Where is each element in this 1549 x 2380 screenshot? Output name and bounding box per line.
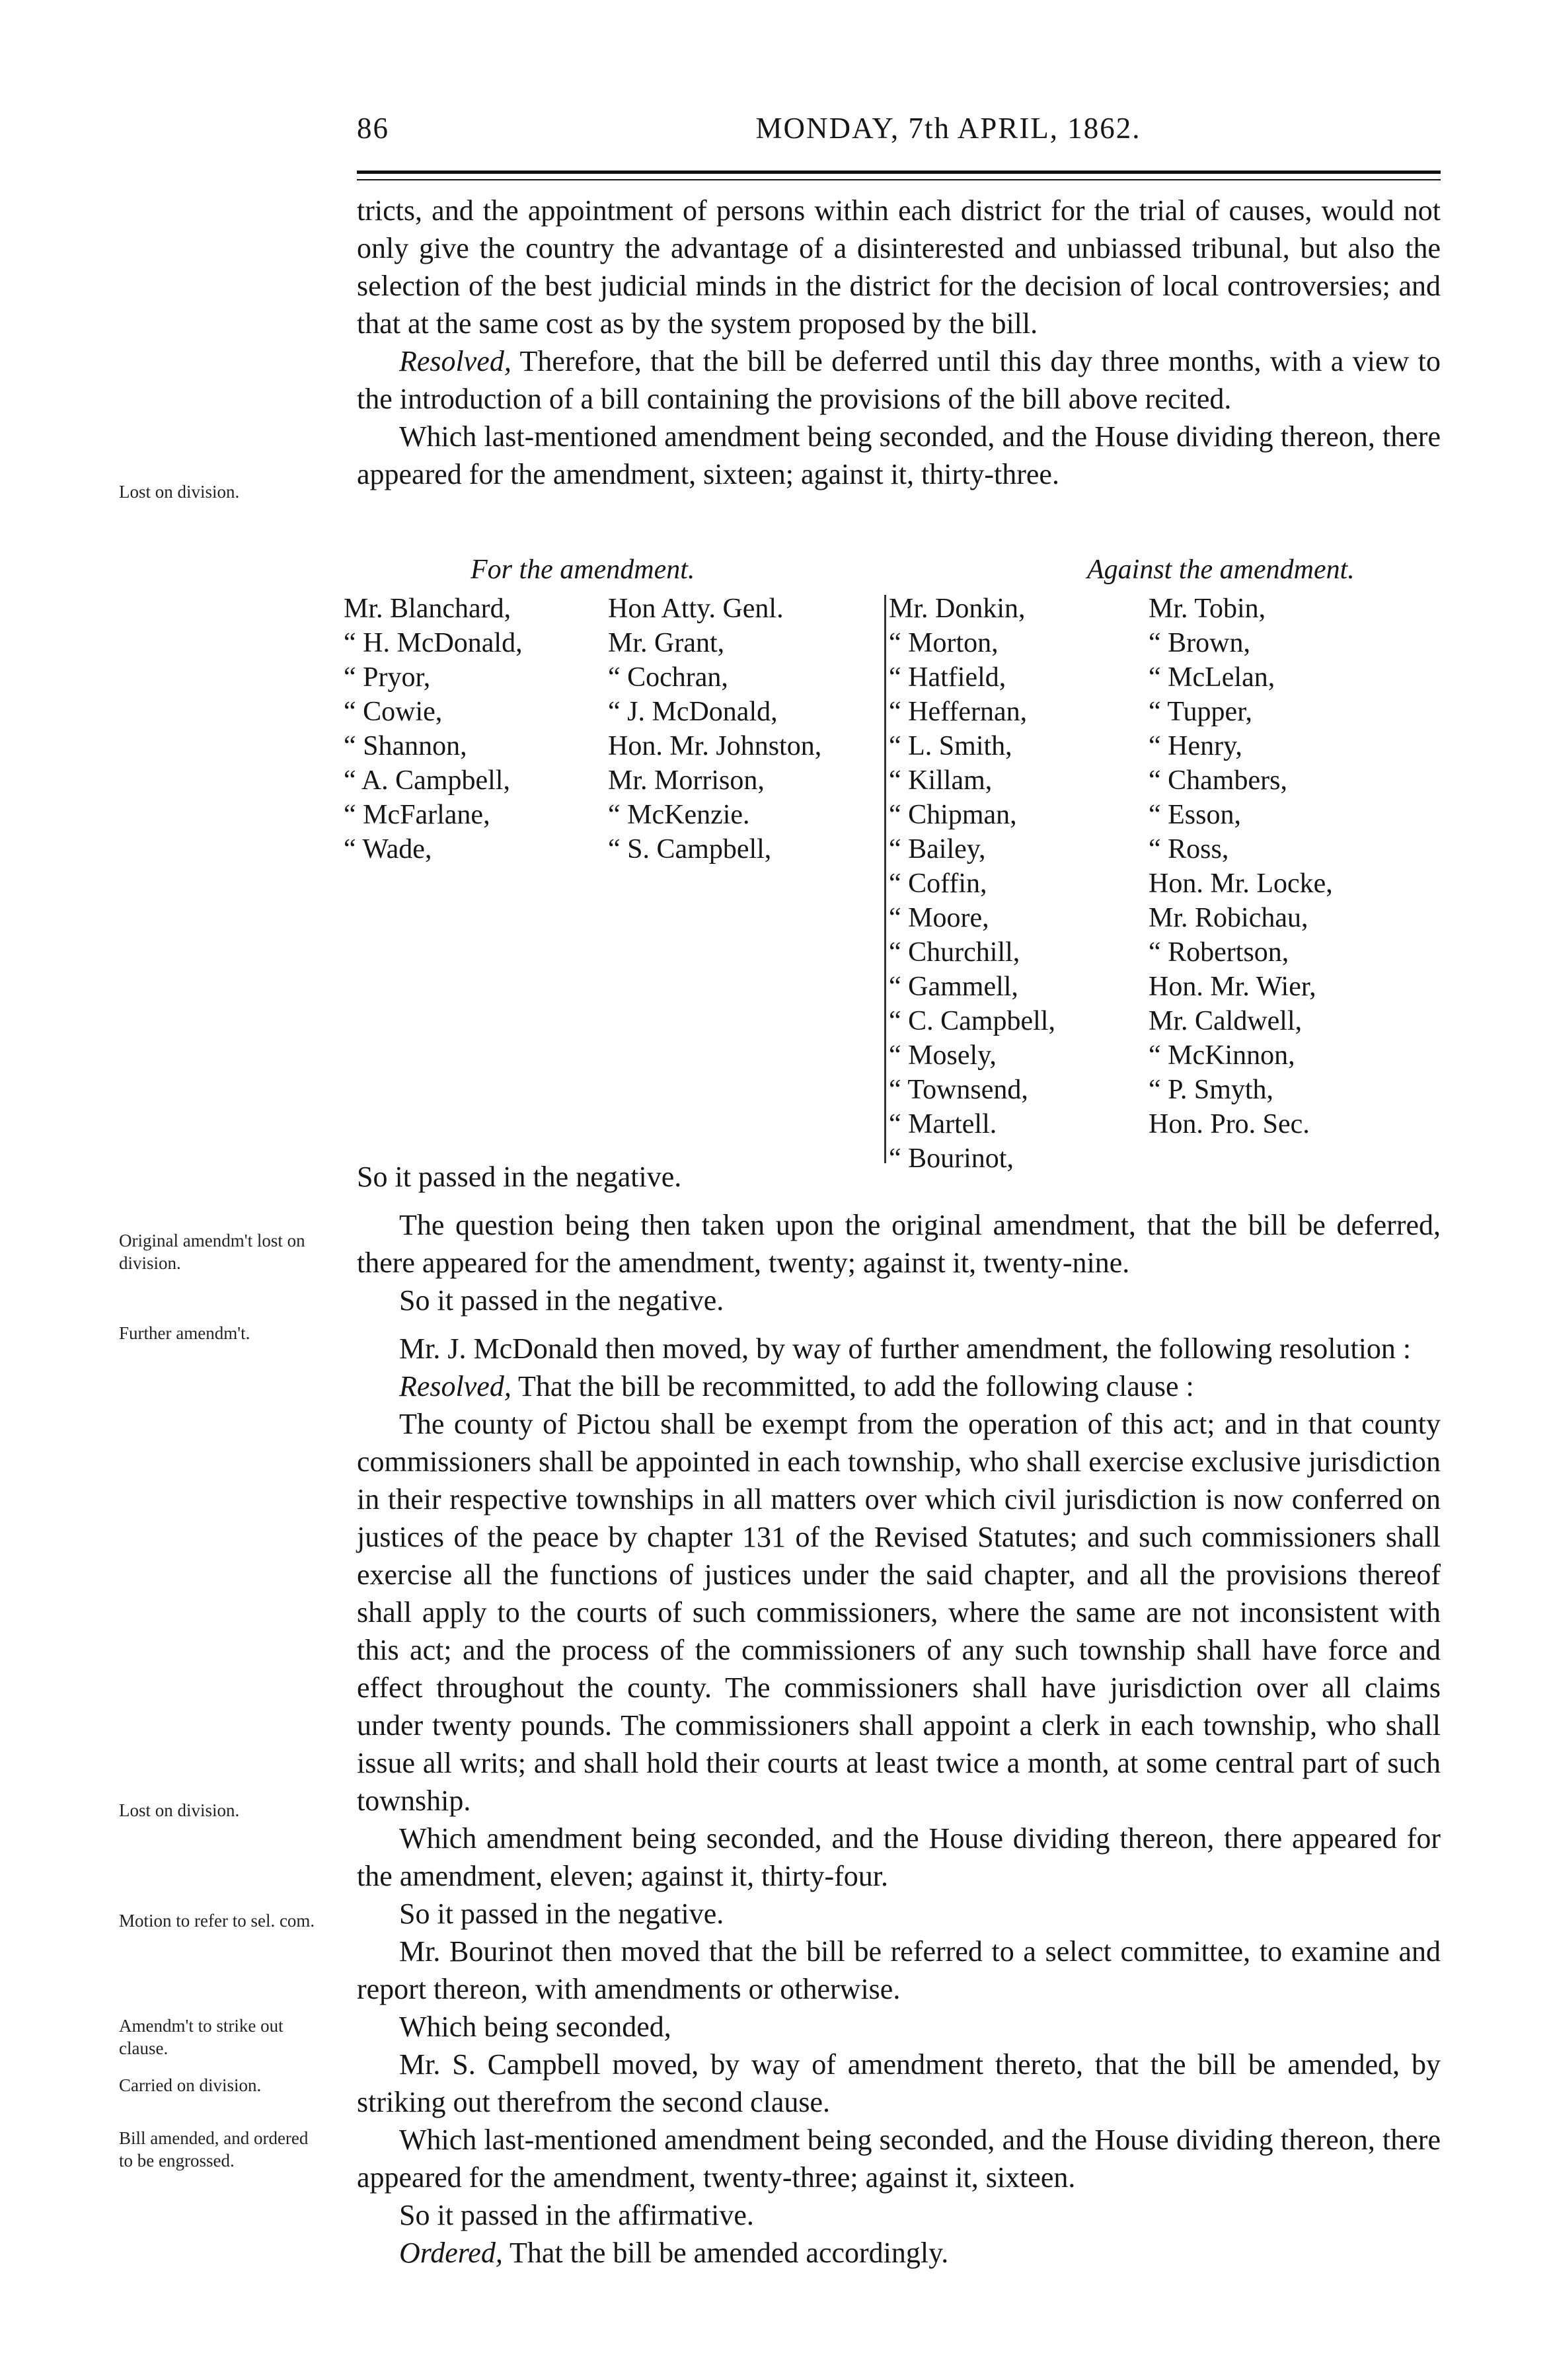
voter-name: Mr. Donkin, xyxy=(889,594,1026,624)
voter-name: “ McKenzie. xyxy=(608,800,750,830)
voter-name: Hon. Mr. Locke, xyxy=(1149,868,1333,899)
voter-name: “ Killam, xyxy=(889,765,993,796)
header-rule-thin xyxy=(357,179,1441,180)
division-paragraph: Which last-mentioned amendment being seconded, and the House dividing thereon, there appeared for the amendment, sixteen; against it, thirty-three. xyxy=(357,420,1441,490)
paragraph: Which amendment being seconded, and the House dividing thereon, there appeared for the amendment, eleven; against it, thirty-four. xyxy=(357,1822,1441,1892)
paragraph: Mr. Bourinot then moved that the bill be referred to a select committee, to examine and report thereon, with amendments or otherwise. xyxy=(357,1935,1441,2005)
resolved-label: Resolved, xyxy=(399,345,511,377)
voter-name: Mr. Blanchard, xyxy=(344,594,511,624)
against-column-2 xyxy=(1149,592,1333,1141)
voter-name: “ A. Campbell, xyxy=(344,765,510,796)
paragraph: So it passed in the negative. xyxy=(357,1161,682,1193)
page-header xyxy=(357,111,1441,157)
voter-name: “ Gammell, xyxy=(889,972,1018,1002)
voter-name: Hon. Mr. Johnston, xyxy=(608,731,822,761)
margin-note-lost-on-division-2: Lost on division. xyxy=(119,1800,240,1820)
paragraph: Mr. S. Campbell moved, by way of amendment thereto, that the bill be amended, by striking out therefrom the second clause. xyxy=(357,2048,1441,2118)
margin-note-lost-on-division: Lost on division. xyxy=(119,482,240,502)
body-bottom xyxy=(357,1158,1441,2272)
header-rule-thick xyxy=(357,171,1441,174)
voter-name: “ McKinnon, xyxy=(1149,1040,1295,1071)
voter-name: “ H. McDonald, xyxy=(344,628,523,658)
running-head: MONDAY, 7th APRIL, 1862. xyxy=(755,112,1141,145)
paragraph: Mr. J. McDonald then moved, by way of further amendment, the following resolution : xyxy=(399,1332,1412,1365)
resolution-text: That the bill be recommitted, to add the following clause : xyxy=(511,1370,1194,1402)
paragraph: The question being then taken upon the original amendment, that the bill be deferred, there appeared for the amendment, twenty; against it, twenty-nine. xyxy=(357,1209,1441,1279)
ordered-label: Ordered, xyxy=(399,2237,503,2269)
voter-name: “ Pryor, xyxy=(344,662,431,693)
voter-name: “ Bourinot, xyxy=(889,1143,1014,1174)
against-column-1 xyxy=(889,592,1055,1176)
voter-name: “ Cowie, xyxy=(344,697,443,727)
voter-name: “ Robertson, xyxy=(1149,937,1289,968)
voter-name: “ Chambers, xyxy=(1149,765,1287,796)
margin-note-motion-refer: Motion to refer to sel. com. xyxy=(119,1911,315,1931)
voter-name: Hon. Pro. Sec. xyxy=(1149,1109,1310,1139)
voter-name: “ Coffin, xyxy=(889,868,987,899)
page-number: 86 xyxy=(357,112,389,145)
voter-name: “ S. Campbell, xyxy=(608,834,772,864)
voter-name: “ Churchill, xyxy=(889,937,1020,968)
voter-name: “ Shannon, xyxy=(344,731,467,761)
paragraph: tricts, and the appointment of persons within each district for the trial of causes, would not only give the country the advantage of a disinterested and unbiassed tribunal, but also the selection of the best judicial minds in the district for the decision of local controversies; and that at the same cost as by the system proposed by the bill. xyxy=(357,194,1441,340)
resolution-text: Therefore, that the bill be deferred until this day three months, with a view to the introduction of a bill containing the provisions of the bill above recited. xyxy=(357,345,1441,415)
for-column-1 xyxy=(344,592,523,866)
for-column-2 xyxy=(608,592,821,866)
paragraph: Which last-mentioned amendment being seconded, and the House dividing thereon, there appeared for the amendment, twenty-three; against it, sixteen. xyxy=(357,2124,1441,2194)
voter-name: “ P. Smyth, xyxy=(1149,1075,1274,1105)
voter-name: “ McLelan, xyxy=(1149,662,1275,693)
voter-name: “ C. Campbell, xyxy=(889,1006,1055,1036)
voter-name: “ J. McDonald, xyxy=(608,697,778,727)
voter-name: “ Chipman, xyxy=(889,800,1017,830)
ordered-text: That the bill be amended accordingly. xyxy=(502,2237,949,2269)
margin-note-further-amendment: Further amendm't. xyxy=(119,1323,250,1343)
voter-name: “ Moore, xyxy=(889,903,989,933)
voter-name: Mr. Tobin, xyxy=(1149,594,1266,624)
voter-name: “ Hatfield, xyxy=(889,662,1006,693)
column-divider xyxy=(884,595,886,1163)
voter-name: Mr. Robichau, xyxy=(1149,903,1308,933)
margin-note-original-amendment-lost: Original amendm't lost on division. xyxy=(119,1231,305,1273)
voter-name: “ Heffernan, xyxy=(889,697,1028,727)
voter-name: Hon Atty. Genl. xyxy=(608,594,784,624)
voter-name: “ Esson, xyxy=(1149,800,1241,830)
body-top xyxy=(357,192,1441,493)
resolution-paragraph xyxy=(357,1367,1441,1405)
voter-name: “ McFarlane, xyxy=(344,800,490,830)
voter-name: “ Tupper, xyxy=(1149,697,1253,727)
voter-name: “ Brown, xyxy=(1149,628,1250,658)
voter-name: “ L. Smith, xyxy=(889,731,1012,761)
voter-name: “ Morton, xyxy=(889,628,999,658)
paragraph: So it passed in the affirmative. xyxy=(399,2199,754,2231)
ordered-paragraph xyxy=(357,2234,1441,2272)
voter-name: “ Martell. xyxy=(889,1109,997,1139)
voter-name: Hon. Mr. Wier, xyxy=(1149,972,1316,1002)
voter-name: Mr. Caldwell, xyxy=(1149,1006,1303,1036)
voter-name: “ Townsend, xyxy=(889,1075,1028,1105)
voter-name: Mr. Morrison, xyxy=(608,765,765,796)
margin-note-carried-on-division: Carried on division. xyxy=(119,2075,262,2095)
voter-name: “ Bailey, xyxy=(889,834,986,864)
margin-note-bill-amended: Bill amended, and ordered to be engrossed. xyxy=(119,2128,309,2170)
paragraph: So it passed in the negative. xyxy=(399,1898,724,1930)
for-heading: For the amendment. xyxy=(471,555,695,585)
voter-name: “ Mosely, xyxy=(889,1040,997,1071)
paragraph: So it passed in the negative. xyxy=(399,1284,724,1317)
resolution-paragraph xyxy=(357,342,1441,418)
paragraph: Which being seconded, xyxy=(399,2011,671,2043)
margin-note-amendment-strike: Amendm't to strike out clause. xyxy=(119,2016,283,2058)
voter-name: Mr. Grant, xyxy=(608,628,725,658)
voter-name: “ Ross, xyxy=(1149,834,1229,864)
voter-name: “ Henry, xyxy=(1149,731,1242,761)
voter-name: “ Wade, xyxy=(344,834,432,864)
clause-paragraph: The county of Pictou shall be exempt from the operation of this act; and in that county commissioners shall be appointed in each township, who shall exercise exclusive jurisdiction in their respective townships in all matters over which civil jurisdiction is now conferred on justices of the peace by chapter 131 of the Revised Statutes; and such commissioners shall exercise all the functions of justices under the said chapter, and all the provisions thereof shall apply to the courts of such commissioners, where the same are not inconsistent with this act; and the process of the commissioners of any such township shall have force and effect throughout the county. The commissioners shall have jurisdiction over all claims under twenty pounds. The commissioners shall appoint a clerk in each township, who shall issue all writs; and shall hold their courts at least twice a month, at some central part of such township. xyxy=(357,1408,1441,1817)
against-heading: Against the amendment. xyxy=(1087,555,1355,585)
resolved-label: Resolved, xyxy=(399,1370,511,1402)
voter-name: “ Cochran, xyxy=(608,662,728,693)
